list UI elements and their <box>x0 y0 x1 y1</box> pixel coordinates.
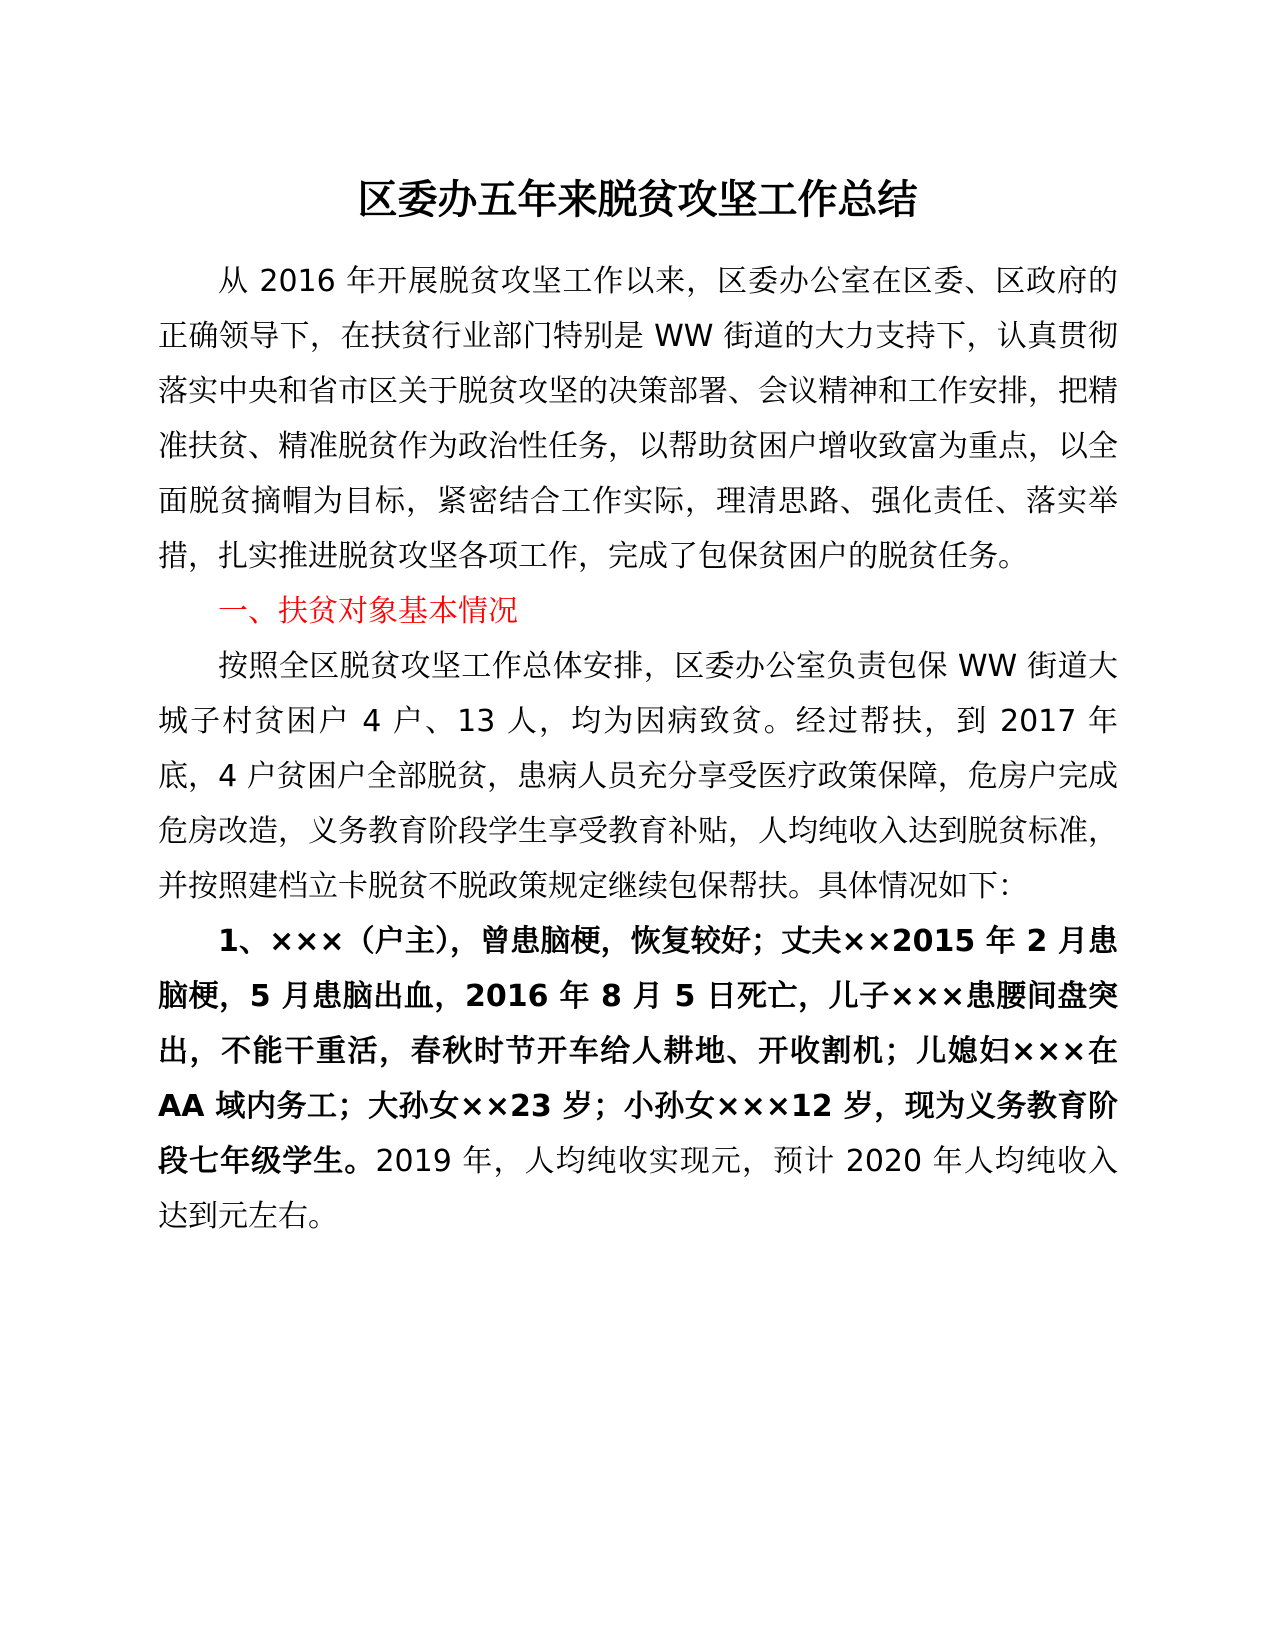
section-heading: 一、扶贫对象基本情况 <box>218 594 518 629</box>
document-title: 区委办五年来脱贫攻坚工作总结 <box>357 177 918 223</box>
document-body <box>158 254 1118 1244</box>
household-paragraph <box>158 914 1118 1244</box>
intro-paragraph: 从 2016 年开展脱贫攻坚工作以来，区委办公室在区委、区政府的正确领导下，在扶贫行业部门特别是 WW 街道的大力支持下，认真贯彻落实中央和省市区关于脱贫攻坚的决策部署、会议精神和工作安排，把精准扶贫、精准脱贫作为政治性任务，以帮助贫困户增收致富为重点，以全面脱贫摘帽为目标，紧密结合工作实际，理清思路、强化责任、落实举措，扎实推进脱贫攻坚各项工作，完成了包保贫困户的脱贫任务。 <box>158 264 1118 574</box>
household-income-text: 2019 年，人均纯收实现元，预计 2020 年人均纯收入达到元左右。 <box>158 1144 1118 1234</box>
household-details-bold: 1、×××（户主），曾患脑梗，恢复较好；丈夫××2015 年 2 月患脑梗，5 月患脑出血，2016 年 8 月 5 日死亡，儿子×××患腰间盘突出，不能干重活，春秋时节开车给人耕地、开收割机；儿媳妇×××在 AA 域内务工；大孙女××23 岁；小孙女×××12 岁，现为义务教育阶段七年级学生。 <box>158 924 1118 1179</box>
overview-paragraph: 按照全区脱贫攻坚工作总体安排，区委办公室负责包保 WW 街道大城子村贫困户 4 户、13 人，均为因病致贫。经过帮扶，到 2017 年底，4 户贫困户全部脱贫，患病人员充分享受医疗政策保障，危房户完成危房改造，义务教育阶段学生享受教育补贴，人均纯收入达到脱贫标准，并按照建档立卡脱贫不脱政策规定继续包保帮扶。具体情况如下： <box>158 649 1118 904</box>
